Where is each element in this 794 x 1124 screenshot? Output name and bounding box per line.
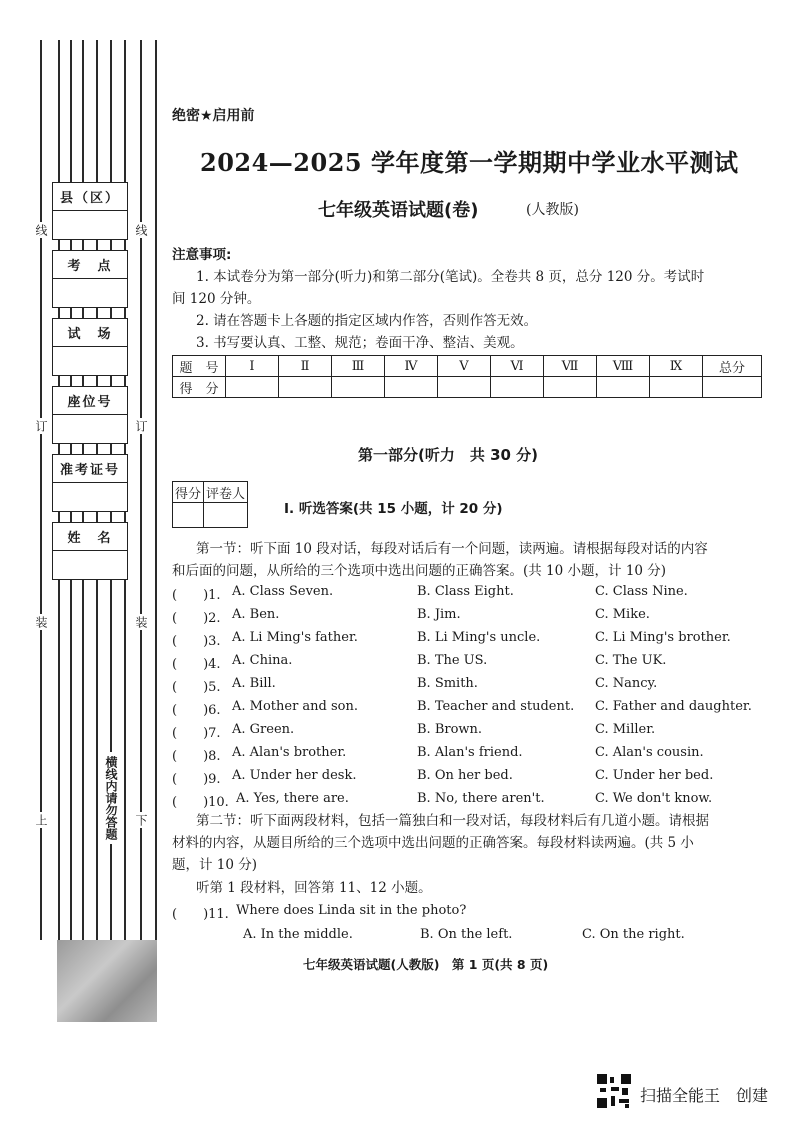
question-number[interactable]: ( )2. (172, 611, 221, 626)
col-7: Ⅶ (544, 356, 597, 377)
binding-mark-staple-right: 订 (134, 420, 148, 432)
score-table (172, 355, 762, 398)
admission-number-field[interactable]: 准考证号 (52, 454, 128, 512)
binding-mark-staple-left: 订 (34, 420, 48, 432)
option-a: A. China. (232, 653, 293, 668)
option-c: C. The UK. (595, 653, 667, 668)
option-a: A. Bill. (232, 676, 276, 691)
option-b: B. Smith. (417, 676, 478, 691)
score-table-header-row (173, 356, 762, 377)
grader-person-label: 评卷人 (204, 482, 248, 503)
col-6: Ⅵ (491, 356, 544, 377)
table-row-label: 题 号 (173, 356, 226, 377)
county-field[interactable]: 县（区） (52, 182, 128, 240)
note-2: 2. 请在答题卡上各题的指定区域内作答，否则作答无效。 (196, 313, 538, 329)
option-c: C. Father and daughter. (595, 699, 752, 714)
question-number[interactable]: ( )4. (172, 657, 221, 672)
grader-score-label: 得分 (173, 482, 204, 503)
question-number[interactable]: ( )9. (172, 772, 221, 787)
question-number[interactable]: ( )10. (172, 795, 229, 810)
question-number[interactable]: ( )6. (172, 703, 221, 718)
col-8: Ⅷ (597, 356, 650, 377)
option-a: A. Mother and son. (232, 699, 359, 714)
col-total: 总分 (703, 356, 762, 377)
col-5: Ⅴ (438, 356, 491, 377)
binding-mark-down: 下 (134, 814, 148, 826)
grader-box (172, 481, 248, 528)
qr-code-icon (597, 1074, 631, 1108)
question-number[interactable]: ( )1. (172, 588, 221, 603)
option-a: A. Li Ming's father. (232, 630, 358, 645)
option-b: B. Li Ming's uncle. (417, 630, 541, 645)
name-field[interactable]: 姓 名 (52, 522, 128, 580)
section1-instruction-line1: 第一节：听下面 10 段对话，每段对话后有一个问题，读两遍。请根据每段对话的内容 (196, 541, 708, 557)
question-number[interactable]: ( )3. (172, 634, 221, 649)
option-c: C. Under her bed. (595, 768, 714, 783)
seat-number-field[interactable]: 座位号 (52, 386, 128, 444)
part-one-title: 第一部分(听力 共 30 分) (358, 446, 539, 464)
exam-room-field[interactable]: 试 场 (52, 318, 128, 376)
question-number[interactable]: ( )8. (172, 749, 221, 764)
option-a: A. Under her desk. (232, 768, 357, 783)
score-table-score-row (173, 377, 762, 398)
option-b: B. The US. (417, 653, 488, 668)
note-1-cont: 间 120 分钟。 (172, 291, 261, 307)
question-number[interactable]: ( )11. (172, 907, 229, 922)
notes-heading: 注意事项: (172, 247, 232, 263)
option-c: C. On the right. (582, 927, 685, 942)
note-1: 1. 本试卷分为第一部分(听力)和第二部分(笔试)。全卷共 8 页，总分 120 分。考试时 (196, 269, 705, 285)
material-1-instruction: 听第 1 段材料，回答第 11、12 小题。 (196, 880, 432, 896)
option-b: B. On the left. (420, 927, 513, 942)
scanner-watermark: 扫描全能王 创建 (640, 1086, 769, 1105)
option-c: C. Mike. (595, 607, 650, 622)
option-b: B. Teacher and student. (417, 699, 575, 714)
page-footer: 七年级英语试题(人教版) 第 1 页(共 8 页) (303, 957, 549, 972)
option-a: A. Class Seven. (232, 584, 334, 599)
section2-instruction-line2: 材料的内容，从题目所给的三个选项中选出问题的正确答案。每段材料读两遍。(共 5 小 (172, 835, 694, 851)
option-c: C. Li Ming's brother. (595, 630, 731, 645)
exam-subtitle: 七年级英语试题(卷) (318, 200, 479, 221)
col-2: Ⅱ (279, 356, 332, 377)
col-4: Ⅳ (385, 356, 438, 377)
option-a: A. Ben. (232, 607, 280, 622)
note-3: 3. 书写要认真、工整、规范；卷面干净、整洁、美观。 (196, 335, 524, 351)
option-c: C. Alan's cousin. (595, 745, 704, 760)
section2-instruction-line1: 第二节：听下面两段材料，包括一篇独白和一段对话，每段材料后有几道小题。请根据 (196, 813, 709, 829)
col-9: Ⅸ (650, 356, 703, 377)
no-answer-notice: 横线内请勿答题 (103, 752, 120, 844)
option-b: B. On her bed. (417, 768, 513, 783)
table-row-label: 得 分 (173, 377, 226, 398)
col-1: Ⅰ (226, 356, 279, 377)
scan-shadow (57, 940, 157, 1022)
section-one-title: Ⅰ. 听选答案(共 15 小题，计 20 分) (284, 501, 503, 517)
section2-instruction-line3: 题，计 10 分) (172, 857, 258, 873)
question-number[interactable]: ( )7. (172, 726, 221, 741)
binding-mark-bind-left: 装 (34, 616, 48, 628)
option-a: A. Alan's brother. (232, 745, 347, 760)
option-b: B. Class Eight. (417, 584, 514, 599)
binding-mark-bind-right: 装 (134, 616, 148, 628)
exam-title: 2024—2025 学年度第一学期期中学业水平测试 (200, 148, 739, 177)
edition-label: (人教版) (526, 202, 579, 218)
option-b: B. Jim. (417, 607, 461, 622)
option-b: B. Alan's friend. (417, 745, 523, 760)
option-b: B. Brown. (417, 722, 483, 737)
option-c: C. Miller. (595, 722, 656, 737)
option-c: C. Class Nine. (595, 584, 688, 599)
option-a: A. In the middle. (243, 927, 353, 942)
option-c: C. We don't know. (595, 791, 713, 806)
option-a: A. Green. (232, 722, 295, 737)
option-a: A. Yes, there are. (236, 791, 349, 806)
option-c: C. Nancy. (595, 676, 658, 691)
option-b: B. No, there aren't. (417, 791, 545, 806)
binding-mark-line-right: 线 (134, 224, 148, 236)
binding-mark-up: 上 (34, 814, 48, 826)
section1-instruction-line2: 和后面的问题，从所给的三个选项中选出问题的正确答案。(共 10 小题，计 10 分) (172, 563, 667, 579)
binding-mark-line-left: 线 (34, 224, 48, 236)
question-number[interactable]: ( )5. (172, 680, 221, 695)
exam-site-field[interactable]: 考 点 (52, 250, 128, 308)
question-text: Where does Linda sit in the photo? (236, 903, 467, 918)
confidential-label: 绝密★启用前 (172, 108, 255, 124)
col-3: Ⅲ (332, 356, 385, 377)
